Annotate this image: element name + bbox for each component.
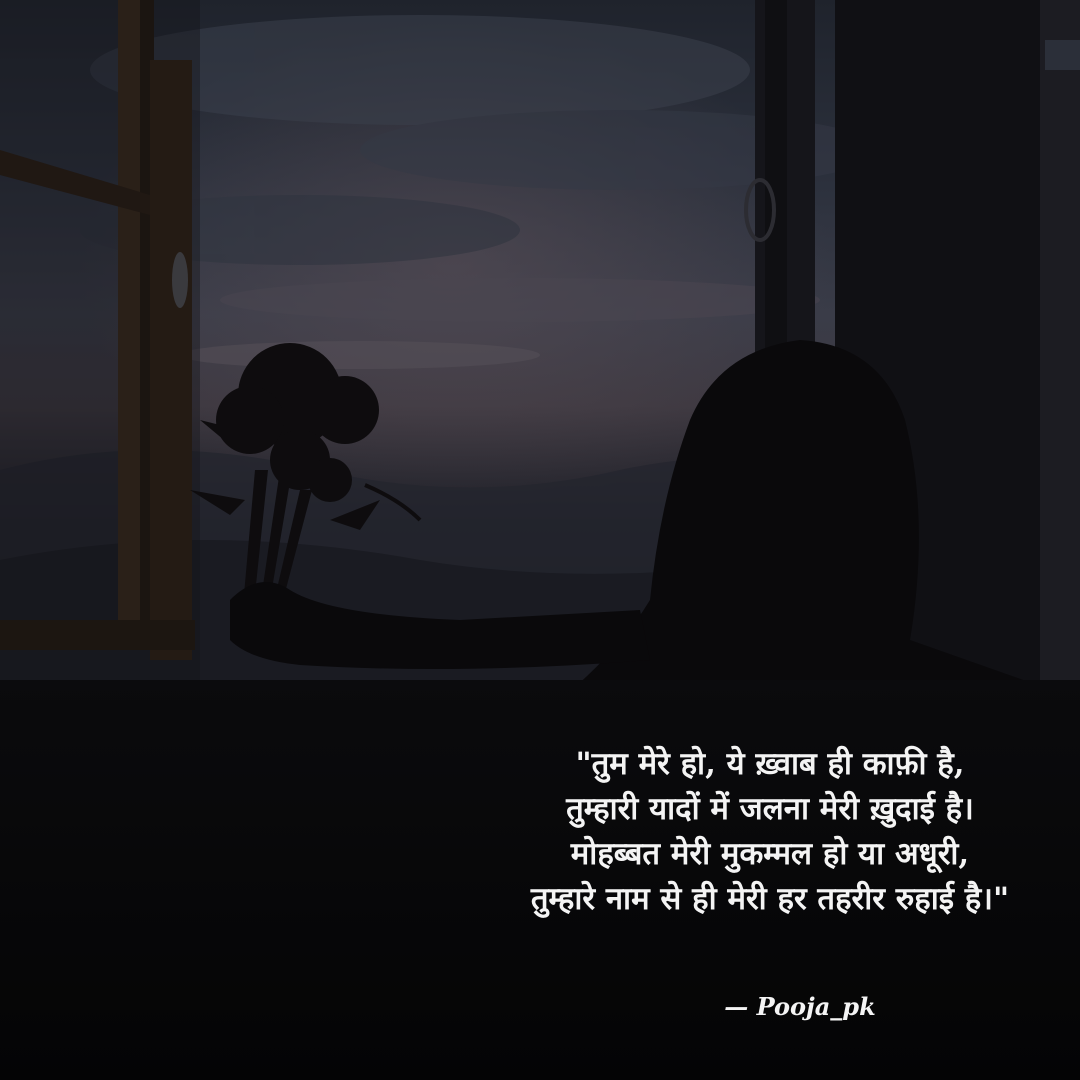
poem-line: तुम्हारी यादों में जलना मेरी ख़ुदाई है। bbox=[566, 791, 974, 827]
poem-text bbox=[470, 742, 1070, 922]
left-window-frame bbox=[0, 0, 200, 700]
author-signature: — Pooja_pk bbox=[724, 992, 876, 1021]
poem-line: मोहब्बत मेरी मुकम्मल हो या अधूरी, bbox=[570, 836, 970, 872]
poem-line: "तुम मेरे हो, ये ख़्वाब ही काफ़ी है, bbox=[575, 746, 965, 782]
poem-line: तुम्हारे नाम से ही मेरी हर तहरीर रुहाई है।" bbox=[530, 881, 1010, 917]
